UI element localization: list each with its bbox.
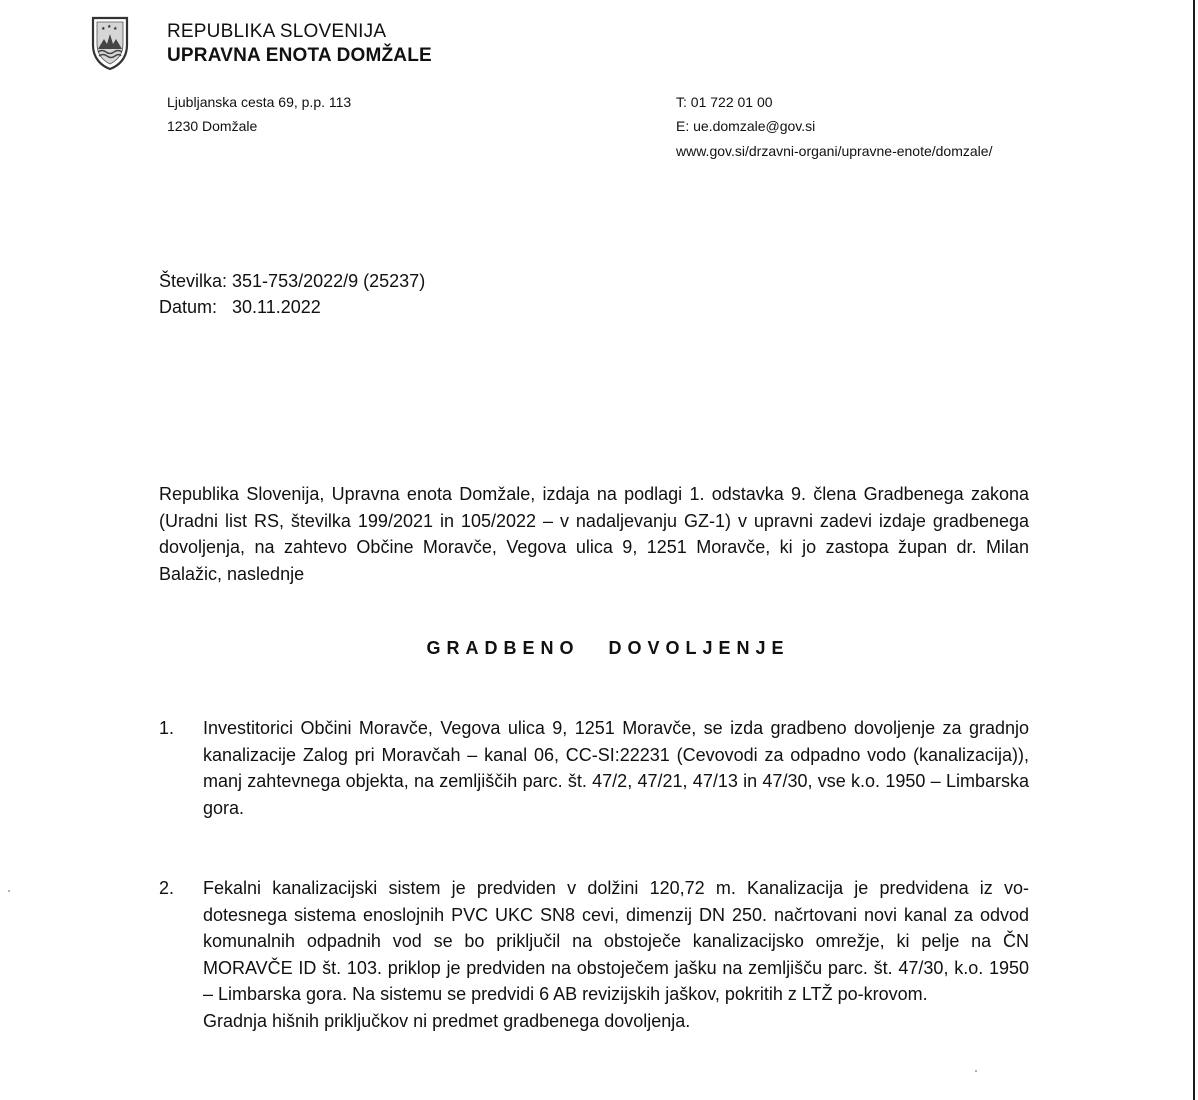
item-1-number: 1.	[159, 718, 175, 738]
document-title: GRADBENO DOVOLJENJE	[426, 638, 790, 658]
scan-speck	[975, 1070, 977, 1072]
item-1-paragraph: Investitorici Občini Moravče, Vegova ulica 9, 1251 Moravče, se izda gradbeno dovoljenje za gradnjo kanalizacije Zalog pri Moravčah – kanal 06, CC-SI:22231 (Cevovodi za odpadno vodo (kanalizacija)), manj zahtevnega objekta, na zemljiščih parc. št. 47/2, 47/21, 47/13 in 47/30, vse k.o. 1950 – Limbarska gora.	[203, 718, 1029, 818]
country-name: REPUBLIKA SLOVENIJA	[167, 21, 387, 42]
scan-edge-line	[1193, 0, 1195, 1100]
svg-text:★: ★	[113, 26, 118, 32]
contact-website[interactable]: www.gov.si/drzavni-organi/upravne-enote/domzale/	[676, 143, 993, 159]
svg-text:★: ★	[101, 26, 106, 32]
reference-number: Številka: 351-753/2022/9 (25237)	[159, 271, 426, 291]
contact-email[interactable]: E: ue.domzale@gov.si	[676, 118, 816, 134]
item-2-text	[203, 875, 1029, 1034]
reference-date: Datum: 30.11.2022	[159, 297, 321, 317]
intro-paragraph: Republika Slovenija, Upravna enota Domžale, izdaja na podlagi 1. odstavka 9. člena Gradbenega zakona (Uradni list RS, številka 199/2021 in 105/2022 – v nadaljevanju GZ-1) v upravni zadevi izdaje gradbenega dovoljenja, na zahtevo Občine Moravče, Vegova ulica 9, 1251 Moravče, ki jo zastopa župan dr. Milan Balažic, naslednje	[159, 484, 1029, 584]
item-2-paragraph: Fekalni kanalizacijski sistem je predviden v dolžini 120,72 m. Kanalizacija je predvidena iz vo-dotesnega sistema enoslojnih PVC UKC SN8 cevi, dimenzij DN 250. načrtovani novi kanal za odvod komunalnih odpadnih vod se bo priključil na obstoječe kanalizacijsko omrežje, ki pelje na ČN MORAVČE ID št. 103. priklop je predviden na obstoječem jašku na zemljišču parc. št. 47/30, k.o. 1950 – Limbarska gora. Na sistemu se predvidi 6 AB revizijskih jaškov, pokritih z LTŽ po-krovom.	[203, 878, 1029, 1004]
scan-speck	[8, 890, 10, 892]
item-1-text	[203, 715, 1029, 821]
address-street: Ljubljanska cesta 69, p.p. 113	[167, 94, 352, 110]
office-name: UPRAVNA ENOTA DOMŽALE	[167, 45, 432, 66]
item-2-number: 2.	[159, 878, 175, 898]
contact-phone: T: 01 722 01 00	[676, 94, 773, 110]
svg-text:★: ★	[107, 24, 112, 30]
address-city: 1230 Domžale	[167, 118, 258, 134]
slovenia-coat-of-arms-icon	[89, 15, 131, 71]
item-2-note: Gradnja hišnih priključkov ni predmet gradbenega dovoljenja.	[203, 1010, 691, 1031]
